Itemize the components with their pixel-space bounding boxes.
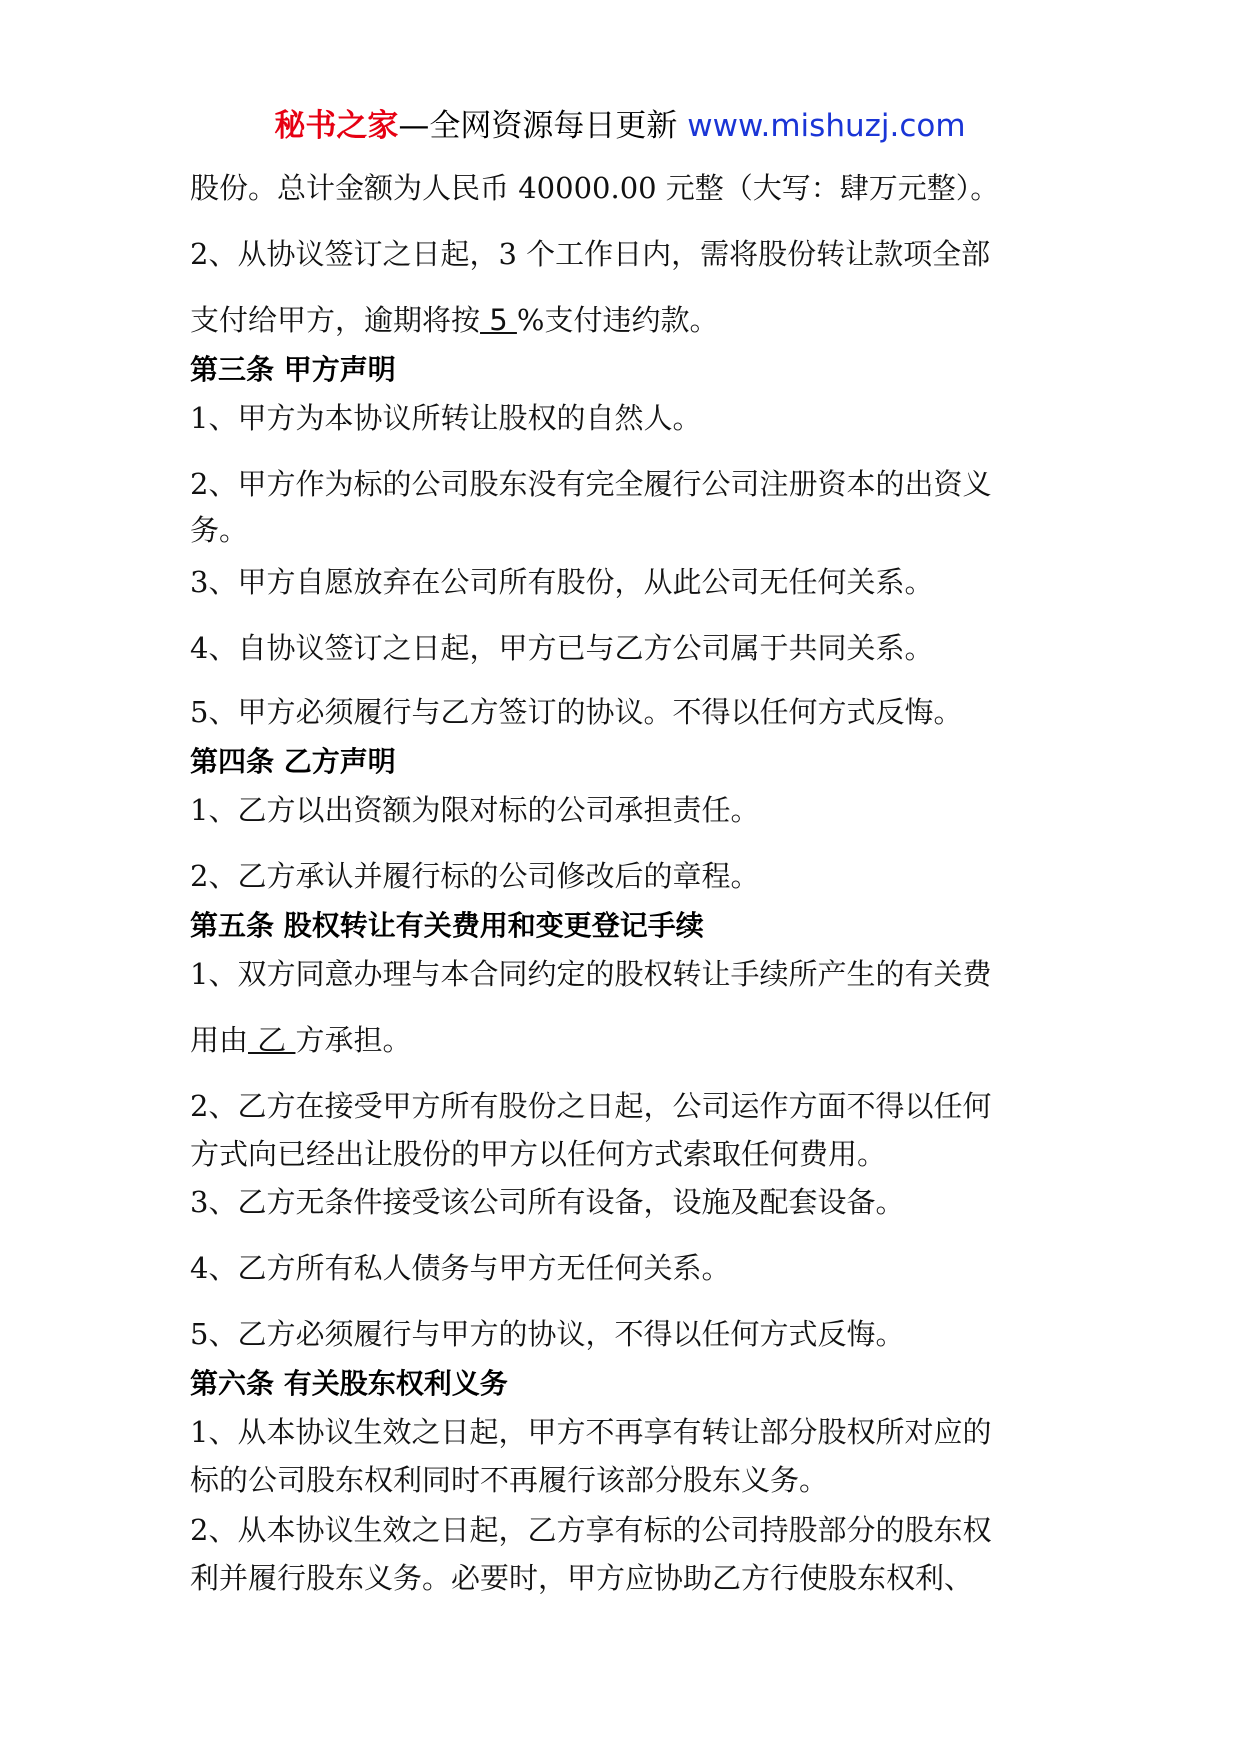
penalty-rate-value: 5 [480, 303, 517, 337]
paragraph-line: 3、乙方无条件接受该公司所有设备，设施及配套设备。 [190, 1185, 905, 1219]
paragraph-line: 3、甲方自愿放弃在公司所有股份，从此公司无任何关系。 [190, 565, 934, 599]
header-slogan: —全网资源每日更新 [398, 108, 688, 144]
paragraph-line: 标的公司股东权利同时不再履行该部分股东义务。 [190, 1463, 829, 1497]
paragraph-line: 1、双方同意办理与本合同约定的股权转让手续所产生的有关费 [190, 957, 992, 991]
paragraph-line: 1、乙方以出资额为限对标的公司承担责任。 [190, 793, 760, 827]
paragraph-line: 股份。总计金额为人民币 40000.00 元整（大写：肆万元整）。 [190, 171, 1000, 205]
line-text: %支付违约款。 [516, 303, 719, 337]
section-heading: 第五条 股权转让有关费用和变更登记手续 [190, 909, 704, 942]
paragraph-line: 利并履行股东义务。必要时，甲方应协助乙方行使股东权利、 [190, 1561, 974, 1595]
paragraph-line: 方式向已经出让股份的甲方以任何方式索取任何费用。 [190, 1137, 887, 1171]
fee-bearer-value: 乙 [248, 1023, 296, 1057]
paragraph-line: 4、乙方所有私人债务与甲方无任何关系。 [190, 1251, 731, 1285]
site-url-link[interactable]: www.mishuzj.com [687, 108, 966, 144]
section-heading: 第三条 甲方声明 [190, 353, 396, 386]
paragraph-line: 5、乙方必须履行与甲方的协议，不得以任何方式反悔。 [190, 1317, 905, 1351]
paragraph-line: 务。 [190, 513, 249, 547]
paragraph-line: 2、从协议签订之日起，3 个工作日内，需将股份转让款项全部 [190, 237, 991, 271]
paragraph-line: 2、甲方作为标的公司股东没有完全履行公司注册资本的出资义 [190, 467, 992, 501]
paragraph-line [190, 1020, 411, 1060]
brand-name: 秘书之家 [274, 108, 399, 144]
paragraph-line: 2、从本协议生效之日起，乙方享有标的公司持股部分的股东权 [190, 1513, 992, 1547]
paragraph-line [190, 300, 718, 340]
paragraph-line: 1、从本协议生效之日起，甲方不再享有转让部分股权所对应的 [190, 1415, 992, 1449]
line-text: 方承担。 [295, 1023, 412, 1057]
line-text: 用由 [190, 1023, 249, 1057]
site-header [0, 104, 1240, 148]
line-text: 支付给甲方，逾期将按 [190, 303, 481, 337]
paragraph-line: 4、自协议签订之日起，甲方已与乙方公司属于共同关系。 [190, 631, 934, 665]
section-heading: 第六条 有关股东权利义务 [190, 1367, 508, 1400]
paragraph-line: 5、甲方必须履行与乙方签订的协议。不得以任何方式反悔。 [190, 695, 963, 729]
paragraph-line: 2、乙方在接受甲方所有股份之日起，公司运作方面不得以任何 [190, 1089, 992, 1123]
paragraph-line: 1、甲方为本协议所转让股权的自然人。 [190, 401, 702, 435]
section-heading: 第四条 乙方声明 [190, 745, 396, 778]
paragraph-line: 2、乙方承认并履行标的公司修改后的章程。 [190, 859, 760, 893]
